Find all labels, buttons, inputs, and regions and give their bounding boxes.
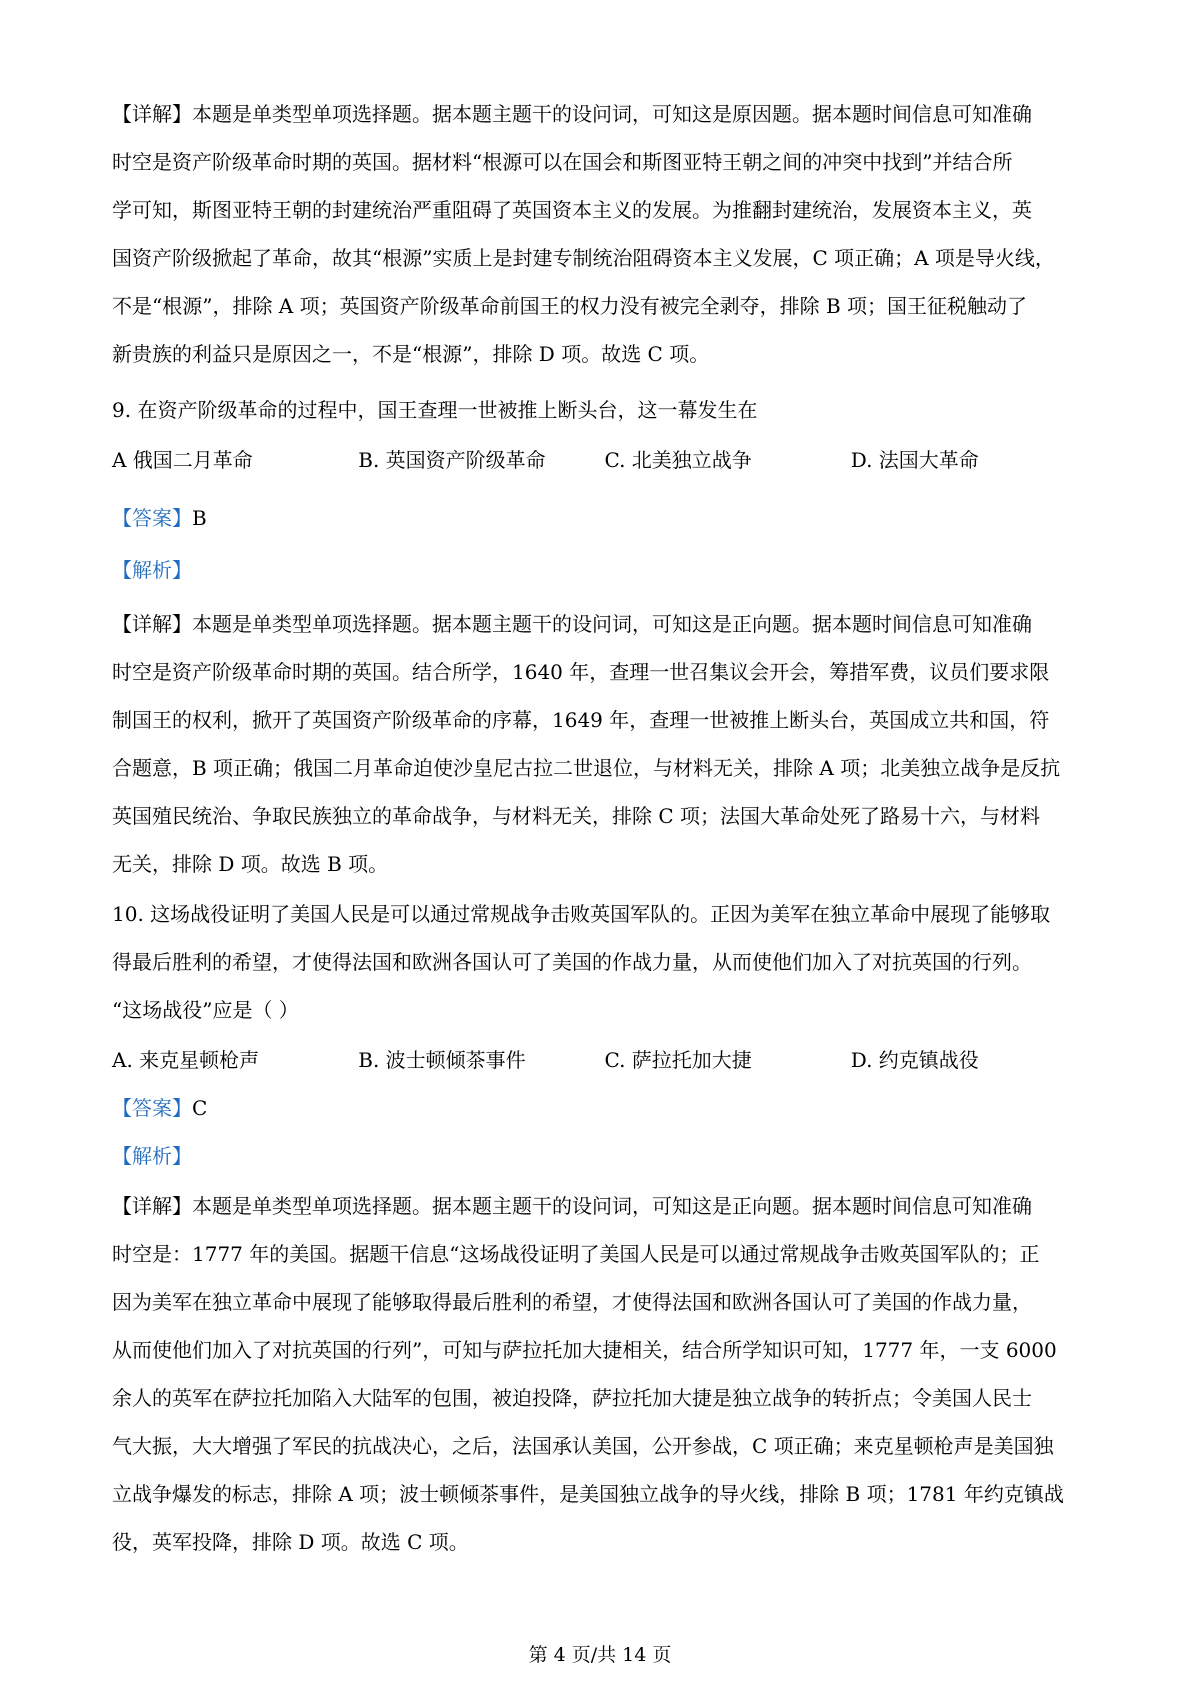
q10-option-a: A. 来克星顿枪声 — [112, 1048, 260, 1072]
text-line: 得最后胜利的希望，才使得法国和欧洲各国认可了美国的作战力量，从而使他们加入了对抗英国的行列。 — [112, 950, 1032, 974]
answer-tag: 【答案】 — [112, 506, 192, 530]
text-line: 学可知，斯图亚特王朝的封建统治严重阻碍了英国资本主义的发展。为推翻封建统治，发展资本主义，英 — [112, 198, 1032, 222]
text-line: “这场战役”应是（ ） — [112, 998, 299, 1022]
q10-detail-paragraph — [112, 1182, 1097, 1566]
page-footer: 第 4 页/共 14 页 — [528, 1644, 672, 1666]
text-line: 10. 这场战役证明了美国人民是可以通过常规战争击败英国军队的。正因为美军在独立革命中展现了能够取 — [112, 902, 1051, 926]
text-line: 国资产阶级掀起了革命，故其“根源”实质上是封建专制统治阻碍资本主义发展，C 项正确；A 项是导火线， — [112, 246, 1055, 270]
q10-options — [112, 1036, 1097, 1084]
text-line: 役，英军投降，排除 D 项。故选 C 项。 — [112, 1530, 469, 1554]
text-line: 余人的英军在萨拉托加陷入大陆军的包围，被迫投降，萨拉托加大捷是独立战争的转折点；令美国人民士 — [112, 1386, 1032, 1410]
text-line: 合题意，B 项正确；俄国二月革命迫使沙皇尼古拉二世退位，与材料无关，排除 A 项；北美独立战争是反抗 — [112, 756, 1061, 780]
text-line: 不是“根源”，排除 A 项；英国资产阶级革命前国王的权力没有被完全剥夺，排除 B 项；国王征税触动了 — [112, 294, 1028, 318]
q9-stem: 9. 在资产阶级革命的过程中，国王查理一世被推上断头台，这一幕发生在 — [112, 398, 758, 422]
answer-tag: 【答案】 — [112, 1096, 192, 1120]
text-line: 英国殖民统治、争取民族独立的革命战争，与材料无关，排除 C 项；法国大革命处死了路易十六，与材料 — [112, 804, 1041, 828]
analysis-tag: 【解析】 — [112, 558, 192, 582]
text-line: 【详解】本题是单类型单项选择题。据本题主题干的设问词，可知这是原因题。据本题时间信息可知准确 — [112, 102, 1032, 126]
text-line: 【详解】本题是单类型单项选择题。据本题主题干的设问词，可知这是正向题。据本题时间信息可知准确 — [112, 612, 1032, 636]
text-line: 立战争爆发的标志，排除 A 项；波士顿倾茶事件，是美国独立战争的导火线，排除 B 项；1781 年约克镇战 — [112, 1482, 1064, 1506]
text-line: 从而使他们加入了对抗英国的行列”，可知与萨拉托加大捷相关，结合所学知识可知，1777 年，一支 6000 — [112, 1338, 1057, 1362]
text-line: 时空是资产阶级革命时期的英国。据材料“根源可以在国会和斯图亚特王朝之间的冲突中找到”并结合所 — [112, 150, 1013, 174]
q9-option-d: D. 法国大革命 — [850, 448, 979, 472]
q9-option-a: A 俄国二月革命 — [112, 448, 253, 472]
q9-option-c: C. 北美独立战争 — [604, 448, 752, 472]
answer-value: B — [192, 506, 207, 530]
q9-detail-paragraph — [112, 600, 1097, 888]
q10-answer — [112, 1084, 1097, 1132]
text-line: 新贵族的利益只是原因之一，不是“根源”，排除 D 项。故选 C 项。 — [112, 342, 710, 366]
text-line: 因为美军在独立革命中展现了能够取得最后胜利的希望，才使得法国和欧洲各国认可了美国的作战力量， — [112, 1290, 1032, 1314]
q9-options — [112, 436, 1097, 484]
text-line: 气大振，大大增强了军民的抗战决心，之后，法国承认美国，公开参战，C 项正确；来克星顿枪声是美国独 — [112, 1434, 1054, 1458]
q10-stem — [112, 890, 1097, 1034]
q9-option-b: B. 英国资产阶级革命 — [358, 448, 546, 472]
q9-analysis — [112, 546, 1097, 594]
text-line: 【详解】本题是单类型单项选择题。据本题主题干的设问词，可知这是正向题。据本题时间信息可知准确 — [112, 1194, 1032, 1218]
answer-value: C — [192, 1096, 208, 1120]
analysis-tag: 【解析】 — [112, 1144, 192, 1168]
text-line: 制国王的权利，掀开了英国资产阶级革命的序幕，1649 年，查理一世被推上断头台，英国成立共和国，符 — [112, 708, 1050, 732]
q8-detail-paragraph — [112, 90, 1097, 378]
q10-option-c: C. 萨拉托加大捷 — [604, 1048, 752, 1072]
text-line: 时空是资产阶级革命时期的英国。结合所学，1640 年，查理一世召集议会开会，筹措军费，议员们要求限 — [112, 660, 1050, 684]
page-content — [112, 90, 1097, 1566]
q10-analysis — [112, 1132, 1097, 1180]
text-line: 无关，排除 D 项。故选 B 项。 — [112, 852, 389, 876]
text-line: 时空是：1777 年的美国。据题干信息“这场战役证明了美国人民是可以通过常规战争击败英国军队的；正 — [112, 1242, 1040, 1266]
q10-option-d: D. 约克镇战役 — [850, 1048, 979, 1072]
q10-option-b: B. 波士顿倾茶事件 — [358, 1048, 526, 1072]
q9-answer — [112, 494, 1097, 542]
